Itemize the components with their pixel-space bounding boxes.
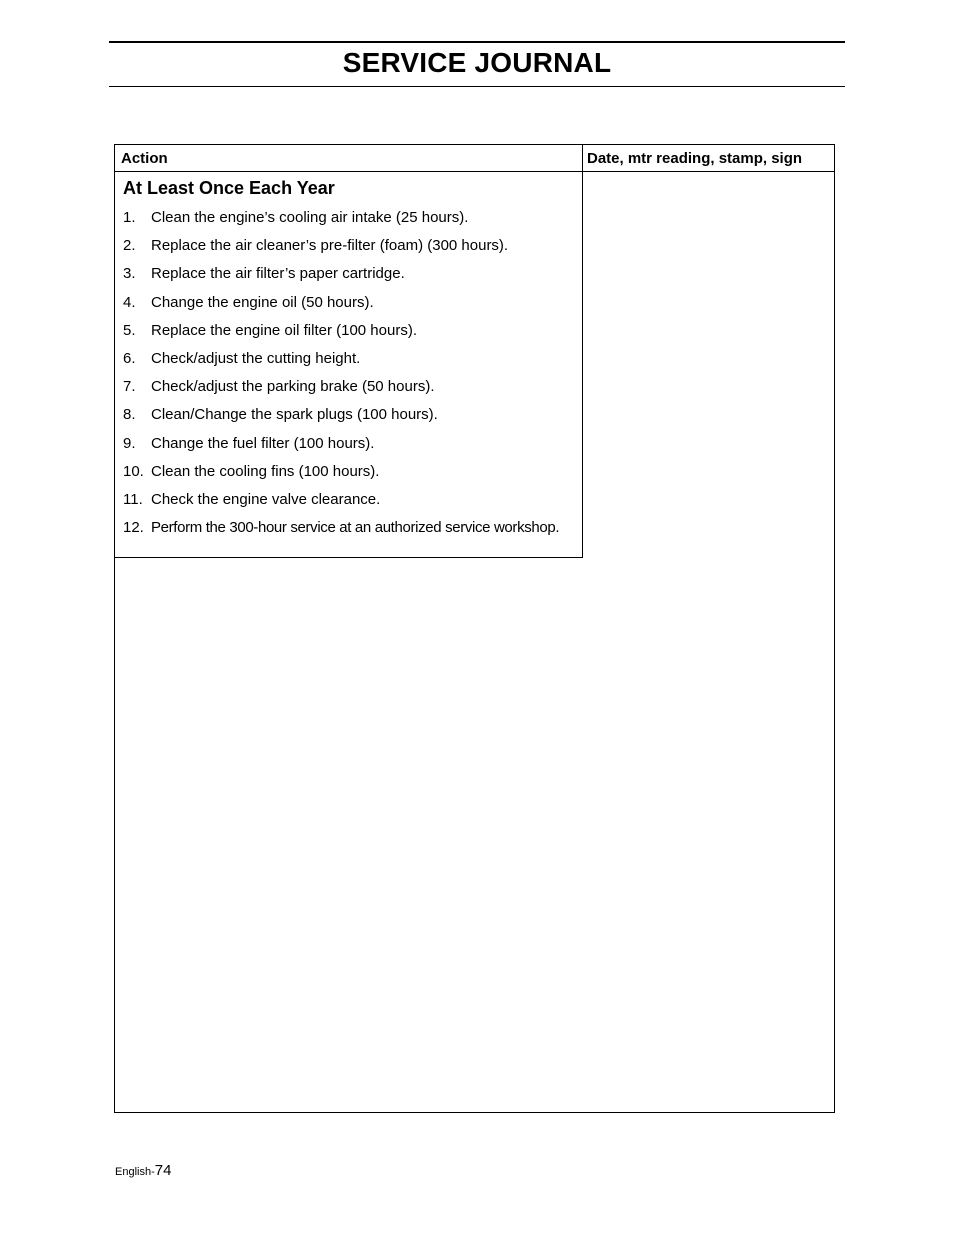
header-bottom-rule [109,86,845,87]
task-number: 1. [123,209,136,226]
task-text: Perform the 300-hour service at an authorized service workshop. [151,519,560,537]
column-divider [582,145,583,557]
task-text: Check/adjust the cutting height. [151,349,361,367]
task-text: Change the engine oil (50 hours). [151,293,374,311]
task-number: 7. [123,378,136,396]
task-text: Clean the engine’s cooling air intake (25 hours). [151,209,469,226]
task-number: 10. [123,462,144,480]
task-number: 12. [123,519,144,537]
task-number: 9. [123,434,136,452]
task-text: Replace the engine oil filter (100 hours). [151,321,417,339]
page-footer [115,1161,171,1182]
task-number: 2. [123,237,136,255]
task-number: 4. [123,293,136,311]
task-text: Check/adjust the parking brake (50 hours). [151,378,435,396]
page-number: 74 [154,1162,172,1179]
task-text: Check the engine valve clearance. [151,490,381,508]
service-journal-table [114,144,835,1113]
section-title: At Least Once Each Year [123,178,335,198]
task-number: 5. [123,321,136,339]
task-number: 11. [123,490,143,508]
header-top-rule [109,41,845,43]
column-header-action: Action [121,150,168,167]
task-number: 6. [123,349,136,367]
column-header-date-stamp: Date, mtr reading, stamp, sign [587,150,803,167]
task-text: Clean/Change the spark plugs (100 hours). [151,406,438,424]
task-number: 3. [123,265,136,283]
action-cell-bottom-border [115,557,583,558]
task-number: 8. [123,406,136,424]
task-text: Clean the cooling fins (100 hours). [151,462,380,480]
task-text: Replace the air filter’s paper cartridge. [151,265,405,283]
table-header-divider [115,171,834,172]
footer-language: English- [115,1166,155,1178]
task-text: Change the fuel filter (100 hours). [151,434,375,452]
page-title: SERVICE JOURNAL [342,47,612,78]
task-text: Replace the air cleaner’s pre-filter (foam) (300 hours). [151,237,509,255]
